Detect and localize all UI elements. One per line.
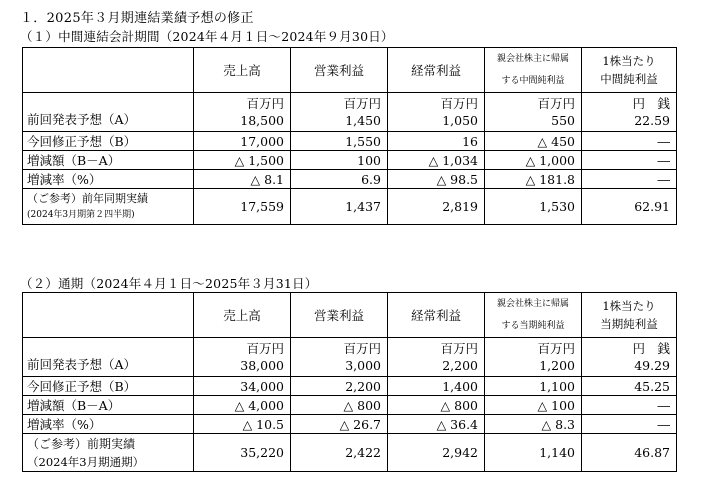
table-cell: ―	[582, 132, 677, 151]
section1-heading: （１）中間連結会計期間（2024年４月１日～2024年９月30日）	[20, 29, 394, 44]
table-row	[23, 151, 677, 170]
header-blank	[23, 293, 194, 338]
table-cell: 1,550	[291, 132, 388, 151]
table-cell: △ 98.5	[388, 170, 485, 189]
table-cell: 百万円 3,000	[291, 338, 388, 377]
table-cell: 百万円 1,450	[291, 93, 388, 132]
row-label: 増減額（B－A）	[23, 151, 194, 170]
table-cell: △ 100	[485, 396, 582, 415]
row-label: 今回修正予想（B）	[23, 132, 194, 151]
header-operating-income: 営業利益	[291, 293, 388, 338]
table-row	[23, 189, 677, 225]
table-cell: 1,530	[485, 189, 582, 225]
table-cell: △ 4,000	[194, 396, 291, 415]
table-cell: 35,220	[194, 434, 291, 472]
table-cell: △ 10.5	[194, 415, 291, 434]
table-cell: ―	[582, 151, 677, 170]
table-cell: 2,422	[291, 434, 388, 472]
table-cell: ―	[582, 396, 677, 415]
table-cell: 1,437	[291, 189, 388, 225]
table-cell: 1,140	[485, 434, 582, 472]
table-cell: 百万円 2,200	[388, 338, 485, 377]
table-cell: 2,819	[388, 189, 485, 225]
section2-heading: （２）通期（2024年４月１日～2025年３月31日）	[20, 276, 318, 291]
table-cell: 百万円 1,050	[388, 93, 485, 132]
row-label: 増減率（%）	[23, 415, 194, 434]
table-cell: △ 26.7	[291, 415, 388, 434]
table-row	[23, 415, 677, 434]
table-cell: 100	[291, 151, 388, 170]
table-cell: △ 450	[485, 132, 582, 151]
table-cell: 46.87	[582, 434, 677, 472]
table-cell: 百万円 18,500	[194, 93, 291, 132]
row-label: （ご参考）前年同期実績 (2024年3月期第２四半期)	[23, 189, 194, 225]
table-cell: 百万円 550	[485, 93, 582, 132]
table-cell: △ 8.1	[194, 170, 291, 189]
header-sales: 売上高	[194, 293, 291, 338]
table-cell: △ 800	[291, 396, 388, 415]
header-ordinary-income: 経常利益	[388, 293, 485, 338]
row-label: （ご参考）前期実績 （2024年3月期通期）	[23, 434, 194, 472]
row-label: 前回発表予想（A）	[23, 93, 194, 132]
row-label: 増減率（%）	[23, 170, 194, 189]
table-cell: 1,100	[485, 377, 582, 396]
table-cell: 6.9	[291, 170, 388, 189]
section1-table	[22, 47, 677, 225]
section2-table	[22, 292, 677, 472]
table-cell: ―	[582, 415, 677, 434]
header-sales: 売上高	[194, 48, 291, 93]
table-cell: ―	[582, 170, 677, 189]
table-cell: 16	[388, 132, 485, 151]
table-cell: 62.91	[582, 189, 677, 225]
table-cell: 1,400	[388, 377, 485, 396]
header-net-income: 親会社株主に帰属 する当期純利益	[485, 293, 582, 338]
header-ordinary-income: 経常利益	[388, 48, 485, 93]
table-cell: 2,942	[388, 434, 485, 472]
table-cell: 円 銭 22.59	[582, 93, 677, 132]
table-cell: △ 1,500	[194, 151, 291, 170]
table-row	[23, 396, 677, 415]
table-header-row	[23, 293, 677, 338]
row-label: 今回修正予想（B）	[23, 377, 194, 396]
table-cell: 円 銭 49.29	[582, 338, 677, 377]
header-eps: 1株当たり 当期純利益	[582, 293, 677, 338]
table-cell: 45.25	[582, 377, 677, 396]
table-cell: 34,000	[194, 377, 291, 396]
table-cell: 17,000	[194, 132, 291, 151]
document-title: １．2025年３月期連結業績予想の修正	[20, 11, 254, 26]
table-cell: 百万円 38,000	[194, 338, 291, 377]
table-cell: 2,200	[291, 377, 388, 396]
header-blank	[23, 48, 194, 93]
table-cell: △ 800	[388, 396, 485, 415]
table-row	[23, 170, 677, 189]
row-label: 増減額（B－A）	[23, 396, 194, 415]
table-cell: △ 36.4	[388, 415, 485, 434]
header-operating-income: 営業利益	[291, 48, 388, 93]
table-row	[23, 132, 677, 151]
table-header-row	[23, 48, 677, 93]
table-cell: 百万円 1,200	[485, 338, 582, 377]
table-cell: △ 8.3	[485, 415, 582, 434]
header-net-income: 親会社株主に帰属 する中間純利益	[485, 48, 582, 93]
table-cell: △ 1,000	[485, 151, 582, 170]
table-cell: △ 181.8	[485, 170, 582, 189]
table-cell: △ 1,034	[388, 151, 485, 170]
table-row	[23, 434, 677, 472]
header-eps: 1株当たり 中間純利益	[582, 48, 677, 93]
row-label: 前回発表予想（A）	[23, 338, 194, 377]
table-row	[23, 93, 677, 132]
table-row	[23, 338, 677, 377]
table-cell: 17,559	[194, 189, 291, 225]
table-row	[23, 377, 677, 396]
